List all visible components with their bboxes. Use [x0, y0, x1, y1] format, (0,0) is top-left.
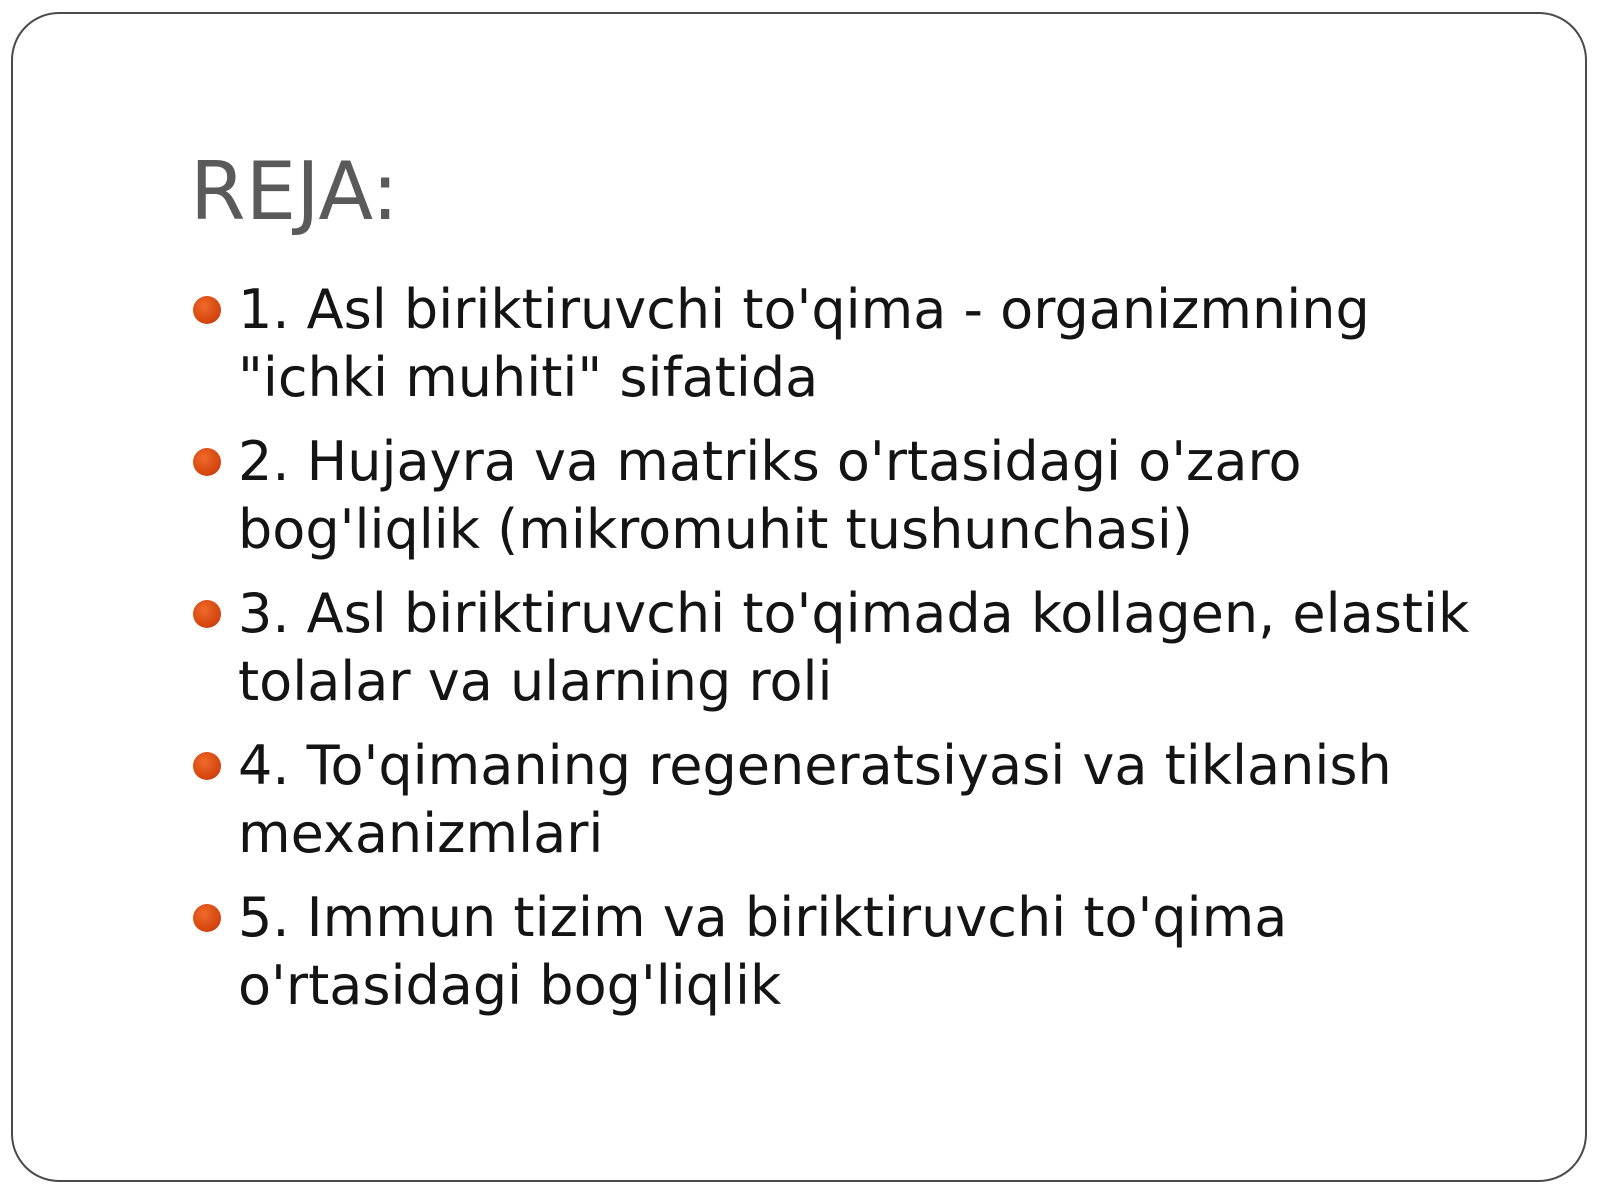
circle-bullet-icon	[193, 600, 221, 628]
list-item	[193, 884, 1493, 1020]
list-item	[193, 580, 1493, 716]
bullet-list	[193, 276, 1493, 1036]
list-item-text: 1. Asl biriktiruvchi to'qima - organizmning "ichki muhiti" sifatida	[238, 278, 1370, 409]
list-item-text: 3. Asl biriktiruvchi to'qimada kollagen, elastik tolalar va ularning roli	[238, 582, 1470, 713]
list-item-text: 2. Hujayra va matriks o'rtasidagi o'zaro bog'liqlik (mikromuhit tushunchasi)	[238, 430, 1302, 561]
list-item	[193, 428, 1493, 564]
slide-frame	[11, 12, 1587, 1182]
list-item	[193, 732, 1493, 868]
slide-title: REJA:	[190, 145, 399, 238]
circle-bullet-icon	[193, 448, 221, 476]
circle-bullet-icon	[193, 904, 221, 932]
list-item-text: 4. To'qimaning regeneratsiyasi va tiklanish mexanizmlari	[238, 734, 1392, 865]
list-item-text: 5. Immun tizim va biriktiruvchi to'qima o'rtasidagi bog'liqlik	[238, 886, 1288, 1017]
circle-bullet-icon	[193, 296, 221, 324]
circle-bullet-icon	[193, 752, 221, 780]
list-item	[193, 276, 1493, 412]
